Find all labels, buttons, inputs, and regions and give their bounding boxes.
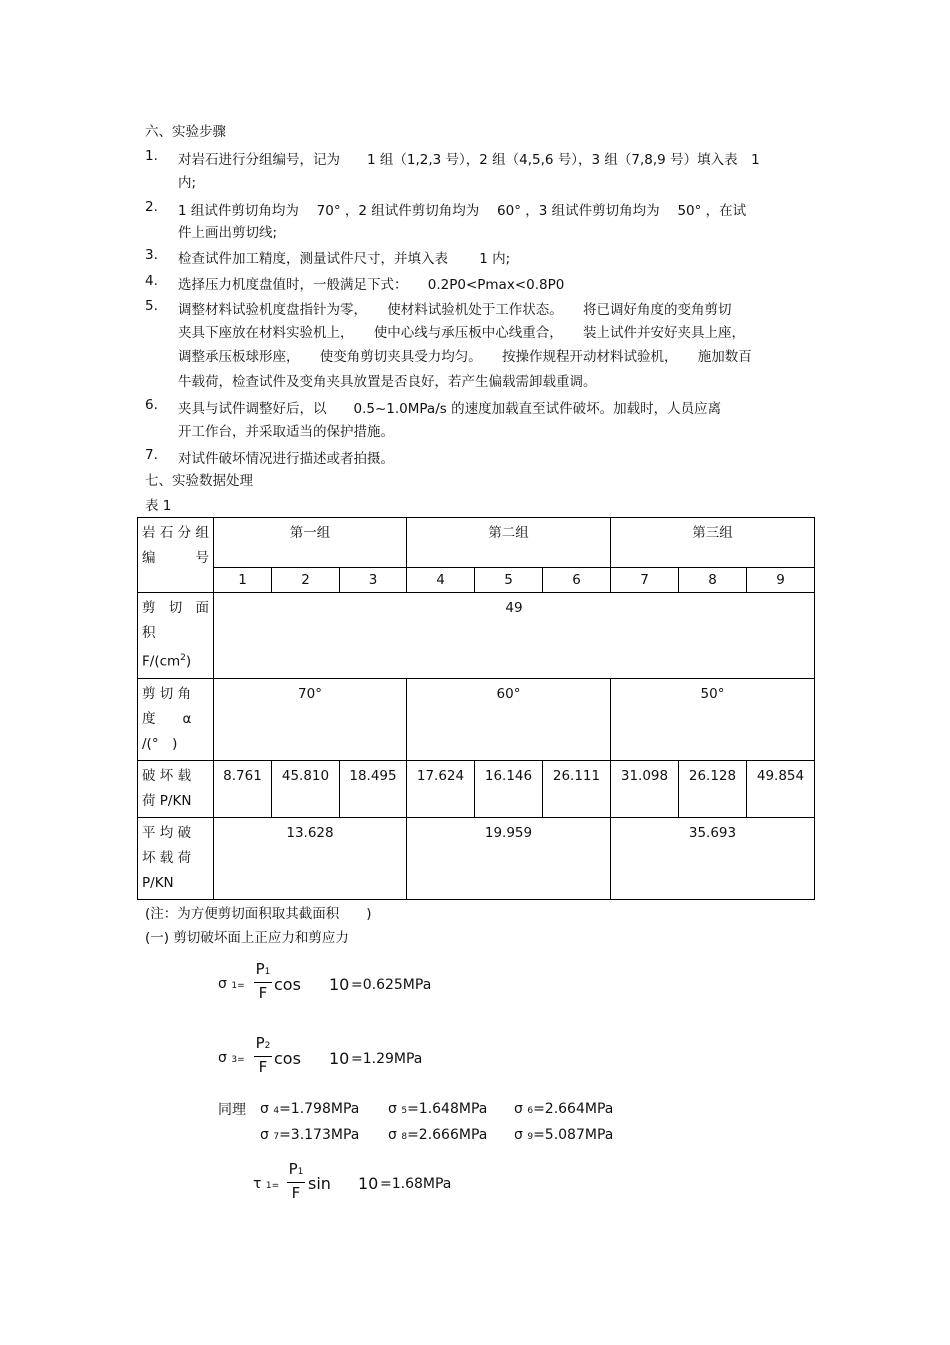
- table-label: 表 1: [145, 498, 172, 514]
- step-number: 4.: [145, 273, 158, 289]
- area-label-sup: 2: [180, 653, 186, 663]
- data-table: [137, 517, 815, 900]
- load-value: 17.624: [407, 760, 475, 817]
- subsection-title: (一) 剪切破坏面上正应力和剪应力: [145, 930, 349, 946]
- angle-label: 剪 切 角: [142, 685, 192, 702]
- step-text: 牛载荷，检查试件及变角夹具放置是否良好，若产生偏载需卸载重调。: [178, 374, 597, 390]
- group-header-cell: 岩 石 分 组编号: [138, 518, 214, 593]
- sample-number: 5: [475, 568, 543, 593]
- area-label-unit: [142, 646, 209, 675]
- fraction-bar: [254, 1056, 272, 1057]
- sample-number: 7: [611, 568, 679, 593]
- sigma-5: σ 5=1.648MPa: [388, 1101, 488, 1117]
- denominator: F: [258, 1058, 268, 1076]
- sample-number: 1: [214, 568, 272, 593]
- sample-number: 4: [407, 568, 475, 593]
- angle-value: 70°: [214, 678, 407, 760]
- avg-value: 35.693: [611, 817, 815, 899]
- step-number: 6.: [145, 397, 158, 413]
- step-text: 对岩石进行分组编号，记为 1 组（1,2,3 号），2 组（4,5,6 号），3 组（7,8,9 号）填入表 1: [178, 152, 760, 168]
- angle-value: 60°: [407, 678, 611, 760]
- sample-number: 9: [747, 568, 815, 593]
- step-number: 1.: [145, 148, 158, 164]
- section-6-title: 六、实验步骤: [145, 124, 226, 140]
- step-number: 7.: [145, 447, 158, 463]
- section-7-title: 七、实验数据处理: [145, 473, 253, 489]
- sigma-symbol: σ 3=: [218, 1050, 245, 1066]
- avg-value: 19.959: [407, 817, 611, 899]
- area-value: 49: [214, 593, 815, 679]
- avg-label: 平 均 破: [142, 824, 192, 841]
- sigma-7: σ 7=3.173MPa: [260, 1127, 360, 1143]
- table-row: [138, 593, 815, 679]
- step-text: 开工作台，并采取适当的保护措施。: [178, 424, 394, 440]
- angle-value: 50°: [611, 678, 815, 760]
- table-row: [138, 678, 815, 760]
- step-text: 选择压力机度盘值时，一般满足下式： 0.2P0<Pmax<0.8P0: [178, 277, 565, 293]
- numerator: P1: [288, 1160, 304, 1178]
- table-row: [138, 568, 815, 593]
- load-value: 16.146: [475, 760, 543, 817]
- table-row: [138, 518, 815, 568]
- angle-label: 度 α: [142, 710, 192, 727]
- step-text: 1 组试件剪切角均为 70° ，2 组试件剪切角均为 60° ，3 组试件剪切角均为 50° ，在试: [178, 203, 747, 219]
- load-value: 26.111: [543, 760, 611, 817]
- step-number: 5.: [145, 298, 158, 314]
- sigma-symbol: σ 1=: [218, 976, 245, 992]
- step-text: 对试件破坏情况进行描述或者拍摄。: [178, 451, 394, 467]
- tongli-label: 同理: [218, 1102, 246, 1118]
- step-text: 调整材料试验机度盘指针为零， 使材料试验机处于工作状态。 将已调好角度的变角剪切: [178, 302, 732, 318]
- step-text: 夹具与试件调整好后，以 0.5~1.0MPa/s 的速度加载直至试件破坏。加载时，人员应离: [178, 401, 722, 417]
- area-label: ): [185, 653, 192, 670]
- fraction-bar: [287, 1182, 305, 1183]
- load-label: 破 坏 载: [142, 767, 192, 784]
- numerator: P1: [255, 960, 271, 978]
- load-label-cell: [138, 760, 214, 817]
- fraction: [254, 960, 272, 1002]
- result: =1.68MPa: [380, 1176, 452, 1192]
- load-value: 45.810: [272, 760, 340, 817]
- sigma-9: σ 9=5.087MPa: [514, 1127, 614, 1143]
- denominator: F: [258, 984, 268, 1002]
- step-number: 2.: [145, 199, 158, 215]
- sin-text: sin: [308, 1174, 331, 1193]
- sample-number: 6: [543, 568, 611, 593]
- area-label: F/(cm: [142, 653, 181, 670]
- sample-number: 2: [272, 568, 340, 593]
- numerator: P2: [255, 1034, 271, 1052]
- result: =0.625MPa: [351, 977, 432, 993]
- tau-symbol: τ 1=: [253, 1176, 280, 1192]
- step-number: 3.: [145, 247, 158, 263]
- angle-value: 10: [329, 1049, 350, 1068]
- group-2-header: 第二组: [407, 518, 611, 568]
- step-text: 内;: [178, 175, 197, 191]
- fraction: [254, 1034, 272, 1076]
- load-value: 31.098: [611, 760, 679, 817]
- result: =1.29MPa: [351, 1051, 423, 1067]
- sigma-4: σ 4=1.798MPa: [260, 1101, 360, 1117]
- angle-label-cell: [138, 678, 214, 760]
- fraction: [287, 1160, 305, 1202]
- area-label: 积: [142, 625, 156, 641]
- load-label: 荷 P/KN: [142, 792, 192, 809]
- cos-text: cos: [274, 1049, 301, 1068]
- group-3-header: 第三组: [611, 518, 815, 568]
- cos-text: cos: [274, 975, 301, 994]
- area-label: 剪 切 面: [142, 600, 209, 616]
- step-text: 夹具下座放在材料实验机上， 使中心线与承压板中心线重合， 装上试件并安好夹具上座，: [178, 325, 745, 341]
- group-1-header: 第一组: [214, 518, 407, 568]
- angle-value: 10: [358, 1174, 379, 1193]
- sigma-8: σ 8=2.666MPa: [388, 1127, 488, 1143]
- table-row: [138, 760, 815, 817]
- area-label-cell: [138, 593, 214, 679]
- load-value: 18.495: [340, 760, 407, 817]
- table-row: [138, 817, 815, 899]
- table-note: (注：为方便剪切面积取其截面积 ): [145, 906, 372, 922]
- avg-value: 13.628: [214, 817, 407, 899]
- step-text: 检查试件加工精度，测量试件尺寸，并填入表 1 内;: [178, 251, 511, 267]
- avg-label-cell: [138, 817, 214, 899]
- step-text: 件上画出剪切线;: [178, 225, 278, 241]
- sigma-6: σ 6=2.664MPa: [514, 1101, 614, 1117]
- load-value: 26.128: [679, 760, 747, 817]
- avg-label: 坏 载 荷: [142, 849, 192, 866]
- avg-label: P/KN: [142, 874, 174, 891]
- load-value: 49.854: [747, 760, 815, 817]
- angle-label: /(° ): [142, 735, 178, 752]
- step-text: 调整承压板球形座， 使变角剪切夹具受力均匀。 按操作规程开动材料试验机， 施加数百: [178, 349, 752, 365]
- load-value: 8.761: [214, 760, 272, 817]
- sample-number: 3: [340, 568, 407, 593]
- sample-number: 8: [679, 568, 747, 593]
- denominator: F: [291, 1184, 301, 1202]
- angle-value: 10: [329, 975, 350, 994]
- fraction-bar: [254, 982, 272, 983]
